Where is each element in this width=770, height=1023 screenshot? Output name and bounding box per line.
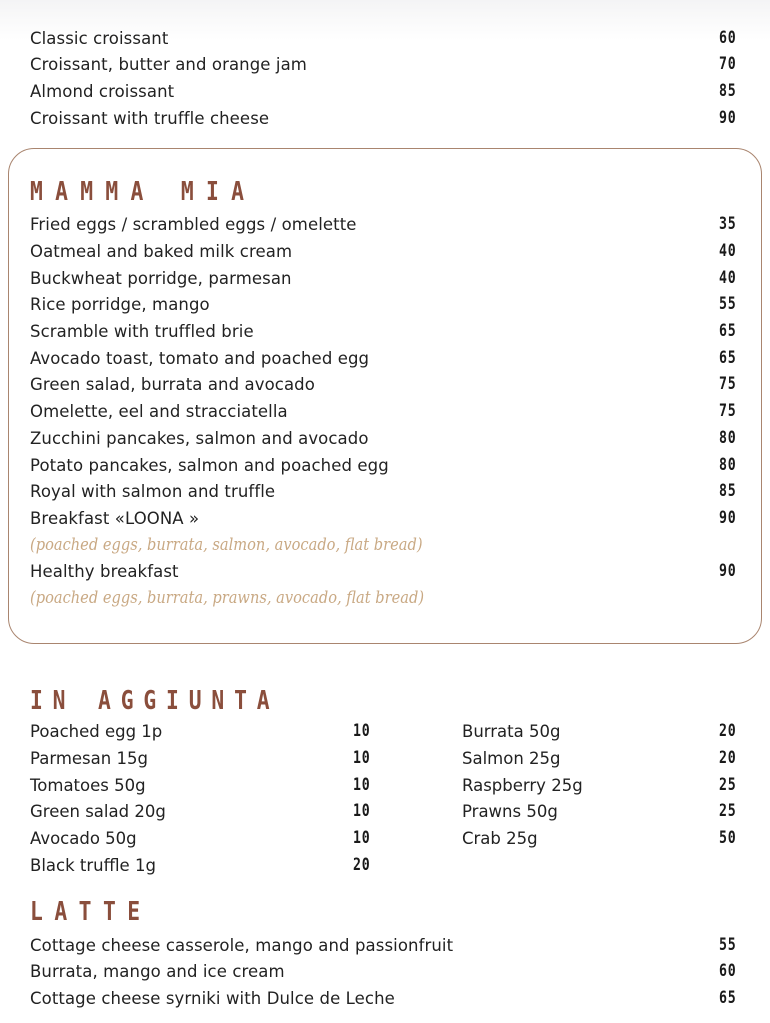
item-price: 65 [718, 348, 736, 368]
item-price: 10 [352, 748, 370, 768]
item-name: Burrata 50g [462, 721, 561, 741]
item-price: 55 [718, 294, 736, 314]
item-name: Omelette, eel and stracciatella [30, 401, 288, 421]
addon-item [30, 772, 370, 798]
item-name: Avocado 50g [30, 828, 137, 848]
item-name: Fried eggs / scrambled eggs / omelette [30, 214, 357, 234]
menu-item [30, 78, 736, 104]
menu-item [30, 371, 736, 397]
item-price: 65 [718, 321, 736, 341]
addon-item [462, 772, 736, 798]
item-price: 90 [718, 108, 736, 128]
addon-item [462, 798, 736, 824]
item-price: 85 [718, 81, 736, 101]
item-name: Raspberry 25g [462, 775, 583, 795]
menu-item [30, 211, 736, 237]
item-name: Classic croissant [30, 28, 169, 48]
menu-item [30, 51, 736, 77]
item-price: 20 [718, 721, 736, 741]
item-name: Croissant, butter and orange jam [30, 54, 307, 74]
item-price: 80 [718, 428, 736, 448]
section-title-latte: LATTE [30, 897, 152, 927]
item-price: 65 [718, 988, 736, 1008]
addon-item [30, 718, 370, 744]
item-name: Potato pancakes, salmon and poached egg [30, 455, 389, 475]
item-name: Scramble with truffled brie [30, 321, 254, 341]
item-name: Poached egg 1p [30, 721, 163, 741]
item-name: Healthy breakfast [30, 561, 179, 581]
menu-item [30, 238, 736, 264]
item-name: Green salad, burrata and avocado [30, 374, 315, 394]
item-description: (poached eggs, burrata, prawns, avocado, flat bread) [30, 588, 425, 608]
item-price: 75 [718, 401, 736, 421]
item-name: Black truffle 1g [30, 855, 156, 875]
item-price: 25 [718, 801, 736, 821]
item-price: 10 [352, 801, 370, 821]
item-price: 10 [352, 828, 370, 848]
section-title-in-aggiunta: IN AGGIUNTA [30, 686, 280, 716]
item-name: Prawns 50g [462, 801, 558, 821]
addon-item [462, 745, 736, 771]
addon-item [30, 825, 370, 851]
item-name: Parmesan 15g [30, 748, 148, 768]
item-name: Oatmeal and baked milk cream [30, 241, 293, 261]
item-price: 70 [718, 54, 736, 74]
item-price: 85 [718, 481, 736, 501]
item-name: Green salad 20g [30, 801, 166, 821]
item-price: 25 [718, 775, 736, 795]
menu-item [30, 932, 736, 958]
item-name: Crab 25g [462, 828, 538, 848]
item-price: 90 [718, 561, 736, 581]
menu-item [30, 425, 736, 451]
item-name: Tomatoes 50g [30, 775, 146, 795]
item-price: 40 [718, 268, 736, 288]
menu-item [30, 478, 736, 504]
menu-item [30, 985, 736, 1011]
menu-item [30, 958, 736, 984]
section-title-mamma-mia: MAMMA MIA [30, 177, 257, 207]
item-price: 10 [352, 721, 370, 741]
addon-item [30, 745, 370, 771]
item-name: Almond croissant [30, 81, 175, 101]
addon-item [30, 798, 370, 824]
item-price: 55 [718, 935, 736, 955]
addon-item [462, 718, 736, 744]
item-price: 60 [718, 28, 736, 48]
addon-item [30, 852, 370, 878]
item-name: Croissant with truffle cheese [30, 108, 270, 128]
item-name: Avocado toast, tomato and poached egg [30, 348, 370, 368]
item-name: Buckwheat porridge, parmesan [30, 268, 292, 288]
item-price: 20 [352, 855, 370, 875]
item-name: Burrata, mango and ice cream [30, 961, 285, 981]
addon-item [462, 825, 736, 851]
menu-item [30, 452, 736, 478]
item-price: 40 [718, 241, 736, 261]
menu-item [30, 345, 736, 371]
item-name: Salmon 25g [462, 748, 561, 768]
item-name: Cottage cheese casserole, mango and passionfruit [30, 935, 454, 955]
item-name: Royal with salmon and truffle [30, 481, 276, 501]
item-price: 90 [718, 508, 736, 528]
item-name: Breakfast «LOONA » [30, 508, 200, 528]
item-price: 35 [718, 214, 736, 234]
item-price: 80 [718, 455, 736, 475]
item-name: Rice porridge, mango [30, 294, 210, 314]
item-price: 20 [718, 748, 736, 768]
menu-item [30, 25, 736, 51]
item-description: (poached eggs, burrata, salmon, avocado, flat bread) [30, 535, 423, 555]
menu-item [30, 398, 736, 424]
menu-item [30, 291, 736, 317]
menu-item [30, 265, 736, 291]
item-name: Zucchini pancakes, salmon and avocado [30, 428, 369, 448]
menu-item [30, 558, 736, 584]
item-price: 50 [718, 828, 736, 848]
item-price: 10 [352, 775, 370, 795]
menu-item [30, 318, 736, 344]
item-name: Cottage cheese syrniki with Dulce de Leche [30, 988, 395, 1008]
item-price: 75 [718, 374, 736, 394]
item-price: 60 [718, 961, 736, 981]
menu-item [30, 105, 736, 131]
menu-item [30, 505, 736, 531]
